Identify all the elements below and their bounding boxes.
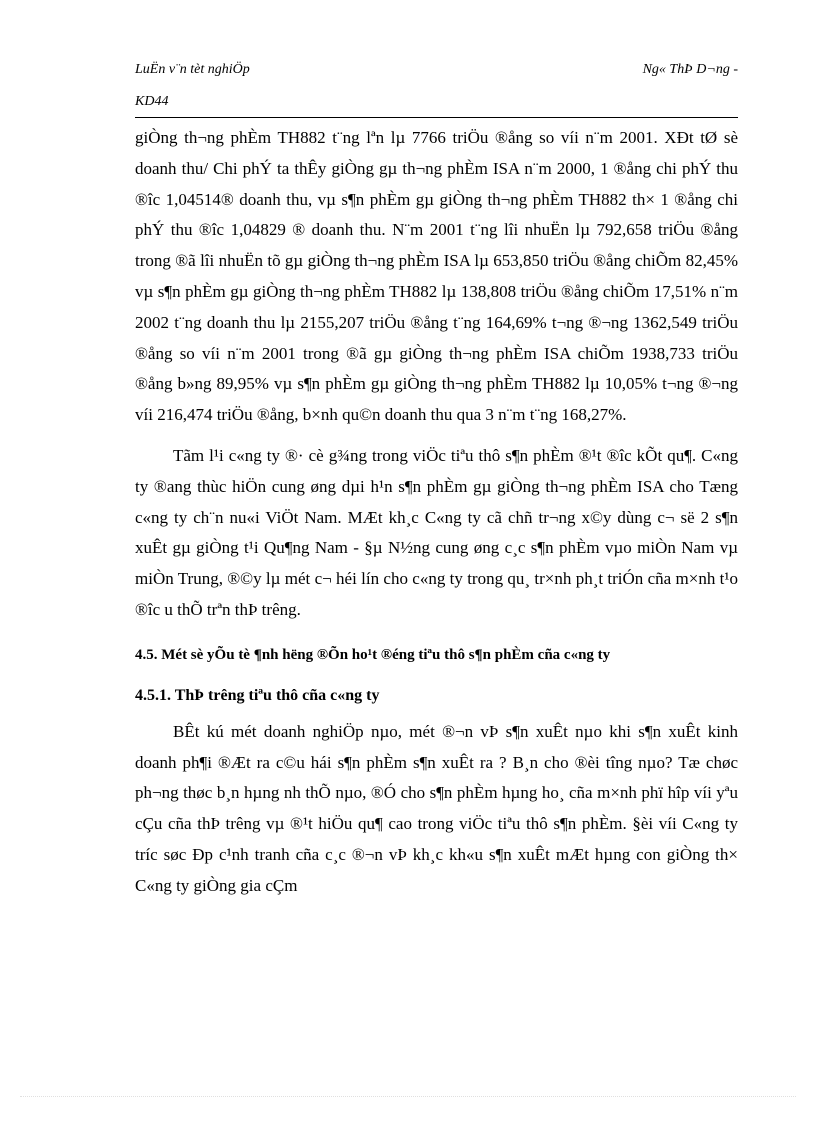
section-heading-4-5: 4.5. Mét sè yÕu tè ¶nh hëng ®Õn ho¹t ®éng tiªu thô s¶n phÈm cña c«ng ty [135, 646, 611, 663]
header-author-name: Ng« ThÞ D¬ng - [642, 62, 738, 77]
subsection-heading-4-5-1: 4.5.1. ThÞ trêng tiªu thô cña c«ng ty [135, 686, 380, 704]
header-thesis-label: LuËn v¨n tèt nghiÖp [135, 62, 250, 77]
page-bottom-border [20, 1096, 796, 1097]
document-body [135, 123, 738, 902]
header-class-code: KD44 [135, 94, 169, 109]
paragraph-revenue-analysis: giÒng th¬ng phÈm TH882 t¨ng lªn lµ 7766 triÖu ®ång so víi n¨m 2001. XÐt tØ sè doanh thu/ Chi phÝ ta thÊy giÒng gµ th¬ng phÈm ISA n¨m 2000, 1 ®ång chi phÝ thu ®îc 1,04514® doanh thu, vµ s¶n phÈm gµ giÒng th¬ng phÈm TH882 th× 1 ®ång chi phÝ thu ®îc 1,04829 ® doanh thu. N¨m 2001 t¨ng lîi nhuËn lµ 792,658 triÖu ®ång trong ®ã lîi nhuËn tõ gµ giÒng th¬ng phÈm ISA lµ 653,850 triÖu ®ång chiÕm 82,45% vµ s¶n phÈm gµ giÒng th¬ng phÈm TH882 lµ 138,808 triÖu ®ång chiÕm 17,51% n¨m 2002 t¨ng doanh thu lµ 2155,207 triÖu ®ång t¨ng 164,69% t¬ng ®¬ng 1362,549 triÖu ®ång so víi n¨m 2001 trong ®ã gµ giÒng th¬ng phÈm ISA chiÕm 1938,733 triÖu ®ång b»ng 89,95% vµ s¶n phÈm gµ giÒng th¬ng phÈm TH882 lµ 10,05% t¬ng ®¬ng víi 216,474 triÖu ®ång, b×nh qu©n doanh thu qua 3 n¨m t¨ng 168,27%. [135, 128, 738, 425]
paragraph-market: BÊt kú mét doanh nghiÖp nµo, mét ®¬n vÞ s¶n xuÊt nµo khi s¶n xuÊt kinh doanh ph¶i ®Æt ra c©u hái s¶n phÈm s¶n xuÊt ra ? B¸n cho ®èi tîng nµo? Tæ chøc ph¬ng thøc b¸n hµng nh thÕ nµo, ®Ó cho s¶n phÈm hµng ho¸ cña m×nh phï hîp víi yªu cÇu cña thÞ trêng vµ ®¹t hiÖu qu¶ cao trong viÖc tiªu thô s¶n phÈm. §èi víi C«ng ty tríc søc Ðp c¹nh tranh cña c¸c ®¬n vÞ kh¸c kh«u s¶n xuÊt mÆt hµng con giÒng th× C«ng ty giÒng gia cÇm [135, 721, 738, 895]
header-rule [135, 117, 738, 118]
paragraph-summary: Tãm l¹i c«ng ty ®· cè g¾ng trong viÖc tiªu thô s¶n phÈm ®¹t ®îc kÕt qu¶. C«ng ty ®ang thùc hiÖn cung øng dµi h¹n s¶n phÈm gµ giÒng th¬ng phÈm ISA cho Tæng c«ng ty ch¨n nu«i ViÖt Nam. MÆt kh¸c C«ng ty cã chñ tr¬ng x©y dùng c¬ së 2 s¶n xuÊt gµ giÒng t¹i Qu¶ng Nam - §µ N½ng cung øng c¸c s¶n phÈm vµo miÒn Nam vµ miÒn Trung, ®©y lµ mét c¬ héi lín cho c«ng ty trong qu¸ tr×nh ph¸t triÓn cña m×nh t¹o ®îc u thÕ trªn thÞ trêng. [135, 445, 738, 619]
